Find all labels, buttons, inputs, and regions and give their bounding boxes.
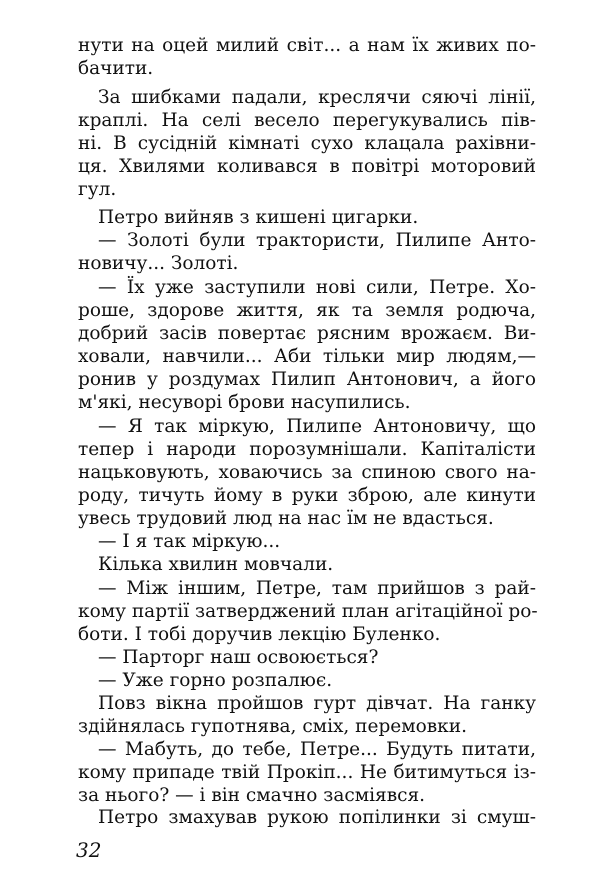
text-line: Кілька хвилин мовчали. — [98, 554, 334, 575]
text-line: ні. В сусідній кімнаті сухо клацала рахівни- — [78, 133, 536, 154]
text-line: — Парторг наш освоюється? — [98, 647, 379, 668]
text-line: тепер і народи порозумнішали. Капіталісти — [78, 439, 536, 460]
text-line: — Їх уже заступили нові сили, Петре. Хо- — [98, 277, 536, 298]
text-line: — Золоті були трактористи, Пилипе Анто- — [98, 230, 536, 251]
text-line: кому партії затверджений план агітаційної ро- — [78, 601, 538, 622]
text-line: — Уже горно розпалює. — [98, 670, 333, 691]
text-line: гул. — [78, 179, 117, 200]
text-line: бачити. — [78, 58, 154, 79]
text-line: новичу... Золоті. — [78, 253, 239, 274]
text-line: ронив у роздумах Пилип Антонович, а його — [78, 369, 536, 390]
text-line: краплі. На селі весело перегукувались пів- — [78, 110, 536, 131]
text-line: Петро змахував рукою попілинки зі смуш- — [98, 807, 536, 828]
text-line: м'які, несуворі брови насупились. — [78, 392, 411, 413]
text-line: добрий засів повертає рясним врожаєм. Ви- — [78, 323, 536, 344]
page-number: 32 — [76, 838, 102, 862]
text-line: — Я так міркую, Пилипе Антоновичу, що — [98, 416, 536, 437]
text-line: нути на оцей милий світ... а нам їх живих по- — [78, 35, 536, 56]
text-line: За шибками падали, креслячи сяючі лінії, — [98, 87, 536, 108]
text-line: нацьковують, ховаючись за спиною свого на- — [78, 462, 536, 483]
text-line: здійнялась гупотнява, сміх, перемовки. — [78, 716, 467, 737]
text-line: Петро вийняв з кишені цигарки. — [98, 207, 419, 228]
text-line: ховали, навчили... Аби тільки мир людям,— — [78, 346, 536, 367]
text-line: Повз вікна пройшов гурт дівчат. На ганку — [98, 693, 536, 714]
text-line: роше, здорове життя, як та земля родюча, — [78, 300, 536, 321]
text-line: — Між іншим, Петре, там прийшов з рай- — [98, 578, 536, 599]
text-line: ця. Хвилями коливався в повітрі моторовий — [78, 156, 536, 177]
text-line: боти. І тобі доручив лекцію Буленко. — [78, 624, 441, 645]
text-line: — І я так міркую... — [98, 531, 281, 552]
text-line: роду, тичуть йому в руки зброю, але кинути — [78, 485, 536, 506]
text-line: — Мабуть, до тебе, Петре... Будуть питати, — [98, 739, 536, 760]
text-line: увесь трудовий люд на нас їм не вдасться. — [78, 508, 494, 529]
text-line: кому припаде твій Прокіп... Не битимуться із- — [78, 762, 536, 783]
text-line: за нього? — і він смачно засміявся. — [78, 785, 426, 806]
